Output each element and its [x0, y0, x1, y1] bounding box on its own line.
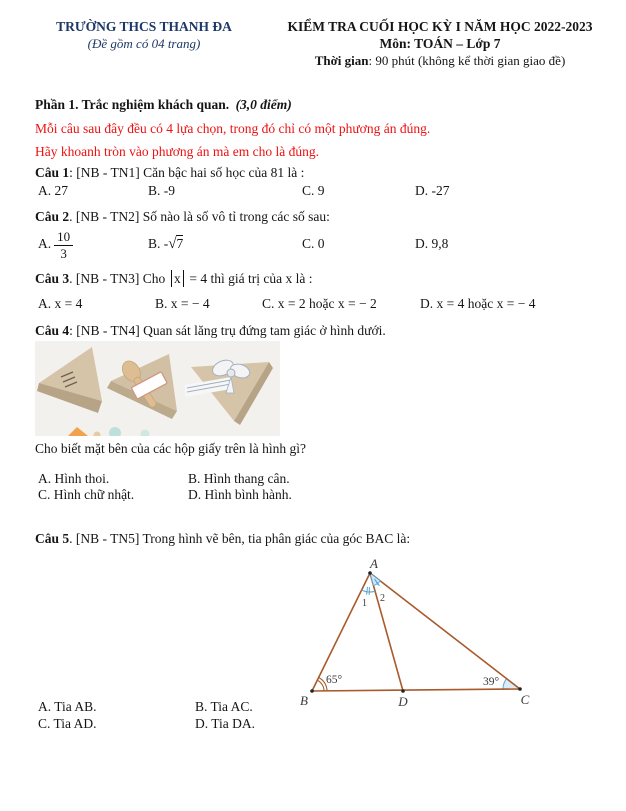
- time-label: Thời gian: [314, 53, 369, 68]
- q4-option-d: D. Hình bình hành.: [188, 487, 292, 502]
- segment-AD: [370, 573, 403, 691]
- question-3-text-post: = 4 thì giá trị của x là :: [189, 271, 313, 286]
- radicand: 7: [176, 236, 184, 251]
- q5-option-d: D. Tia DA.: [195, 716, 256, 731]
- q1-option-c: C. 9: [302, 183, 325, 198]
- question-4-label: Câu 4: [35, 323, 70, 338]
- q2-option-b-prefix: B. -: [148, 236, 169, 251]
- fraction-denominator: 3: [60, 245, 67, 261]
- question-1-text: : [NB - TN1] Căn bậc hai số học của 81 là :: [69, 165, 305, 180]
- label-angle-2: 2: [380, 593, 385, 604]
- q2-option-b: [148, 236, 183, 253]
- section-title: [35, 97, 292, 113]
- q5-option-c: C. Tia AD.: [38, 716, 97, 731]
- q3-option-d: D. x = 4 hoặc x = − 4: [420, 296, 536, 311]
- abs-bar-left: [171, 270, 172, 287]
- question-3-text-pre: . [NB - TN3] Cho: [69, 271, 166, 286]
- abs-bar-right: [183, 270, 184, 287]
- q2-option-a-label: A.: [38, 236, 52, 252]
- q3-option-a: A. x = 4: [38, 296, 83, 311]
- abs-variable: x: [173, 271, 181, 286]
- question-3-stem: [35, 270, 312, 287]
- q2-option-d: D. 9,8: [415, 236, 449, 251]
- pages-note: (Đề gồm có 04 trang): [87, 36, 201, 51]
- label-A: A: [370, 556, 378, 571]
- instruction-line-2: Hãy khoanh tròn vào phương án mà em cho là đúng.: [35, 144, 320, 159]
- question-1-label: Câu 1: [35, 165, 70, 180]
- q1-option-b: B. -9: [148, 183, 175, 198]
- fraction-numerator: 10: [54, 230, 73, 246]
- q4-option-a: A. Hình thoi.: [38, 471, 110, 486]
- question-5-label: Câu 5: [35, 531, 70, 546]
- instruction-line-1: Mỗi câu sau đây đều có 4 lựa chọn, trong đó chỉ có một phương án đúng.: [35, 121, 431, 136]
- header-left: [28, 19, 260, 52]
- triangle-figure: [290, 556, 540, 708]
- label-angle-1: 1: [362, 598, 367, 609]
- question-2-label: Câu 2: [35, 209, 70, 224]
- prism-boxes-photo: [35, 341, 280, 436]
- section-points: (3,0 điểm): [235, 97, 292, 112]
- segment-AC: [370, 573, 520, 689]
- angle-A1-arc: [362, 590, 376, 592]
- q1-option-d: D. -27: [415, 183, 450, 198]
- label-angle-39: 39°: [483, 676, 500, 688]
- question-3-label: Câu 3: [35, 271, 70, 286]
- label-D: D: [398, 694, 408, 708]
- radical-sign: √: [168, 236, 177, 252]
- absolute-value-x: [169, 271, 186, 286]
- question-4-stem: [35, 323, 386, 339]
- question-5-text: . [NB - TN5] Trong hình vẽ bên, tia phân giác của góc BAC là:: [69, 531, 411, 546]
- q1-option-a: A. 27: [38, 183, 68, 198]
- section-title-text: Phần 1. Trắc nghiệm khách quan.: [35, 97, 230, 112]
- q4-option-b: B. Hình thang cân.: [188, 471, 290, 486]
- question-4-text: : [NB - TN4] Quan sát lăng trụ đứng tam giác ở hình dưới.: [69, 323, 386, 338]
- time-text: : 90 phút (không kể thời gian giao đề): [368, 53, 566, 68]
- q3-option-c: C. x = 2 hoặc x = − 2: [262, 296, 377, 311]
- header-right: [262, 19, 618, 69]
- exam-title: KIỂM TRA CUỐI HỌC KỲ I NĂM HỌC 2022-2023: [287, 19, 593, 34]
- q2-option-a: [38, 230, 73, 260]
- question-2-stem: [35, 209, 330, 225]
- school-name: TRƯỜNG THCS THANH ĐA: [56, 19, 232, 34]
- question-4-subtext: Cho biết mặt bên của các hộp giấy trên là hình gì?: [35, 441, 307, 456]
- question-5-stem: [35, 531, 410, 547]
- question-1-stem: [35, 165, 304, 181]
- label-C: C: [520, 692, 530, 707]
- exam-time: [262, 53, 618, 69]
- exam-subject: Môn: TOÁN – Lớp 7: [379, 36, 501, 51]
- q5-option-b: B. Tia AC.: [195, 699, 253, 714]
- q3-option-b: B. x = − 4: [155, 296, 210, 311]
- q4-option-c: C. Hình chữ nhật.: [38, 487, 135, 502]
- label-angle-65: 65°: [326, 674, 343, 686]
- q5-option-a: A. Tia AB.: [38, 699, 97, 714]
- segment-BC: [312, 689, 520, 691]
- question-2-text: . [NB - TN2] Số nào là số vô tỉ trong các số sau:: [69, 209, 330, 224]
- q2-option-c: C. 0: [302, 236, 325, 251]
- label-B: B: [300, 693, 308, 708]
- fraction-10-3: [54, 230, 73, 260]
